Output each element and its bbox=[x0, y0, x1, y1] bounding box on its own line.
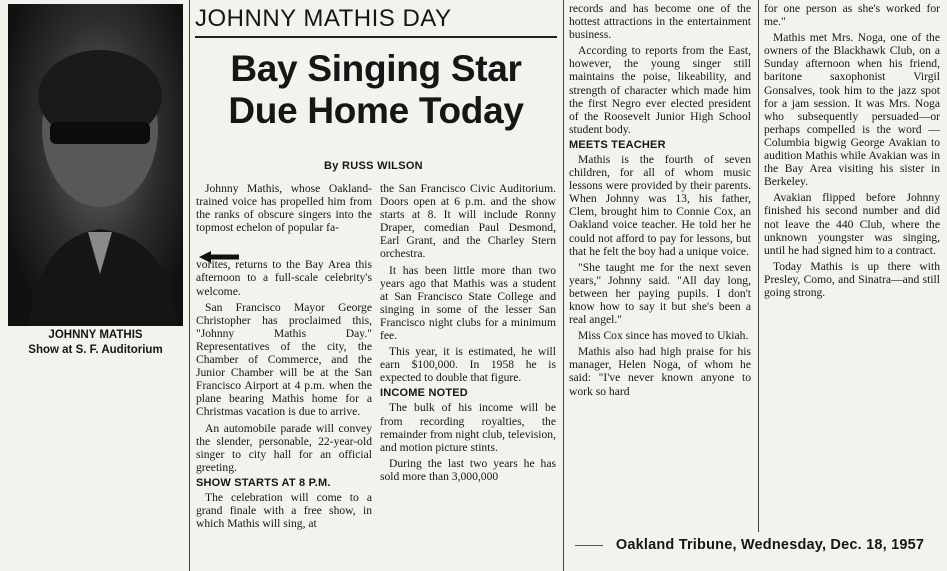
paragraph: The bulk of his income will be from recording royalties, the remainder from night club, television, and motion picture stints. bbox=[380, 401, 556, 454]
paragraph: During the last two years he has sold more than 3,000,000 bbox=[380, 456, 556, 483]
photo-caption bbox=[8, 328, 183, 358]
paragraph: the San Francisco Civic Auditorium. Doors open at 6 p.m. and the show starts at 8. It will include Ronny Draper, comedian Paul Desmond, Earl Grant, and the Charley Stern orchestra. bbox=[380, 182, 556, 261]
paragraph: records and has become one of the hottest attractions in the entertainment business. bbox=[569, 2, 751, 42]
paragraph: Mathis met Mrs. Noga, one of the owners of the Blackhawk Club, on a Sunday afternoon when his friend, baritone saxophonist Virgil Gonsalves, took him to the jazz spot for a jam session. It was Mrs. Noga who subsequently persuaded—or perhaps compelled is the word — Columbia bigwig George Avakian to audition Mathis while Avakian was in the Bay Area visiting his sister in Berkeley. bbox=[764, 31, 940, 189]
subheading: MEETS TEACHER bbox=[569, 138, 666, 151]
paragraph: Avakian flipped before Johnny finished his second number and did not leave the 440 Club, where the unknown youngster was singing, until he had signed him to a contract. bbox=[764, 191, 940, 257]
column-2 bbox=[380, 182, 556, 571]
byline: By RUSS WILSON bbox=[324, 160, 423, 172]
headline-line1: Bay Singing Star bbox=[230, 48, 522, 89]
paragraph: vorites, returns to the Bay Area this afternoon to a full-scale celebrity's welcome. bbox=[196, 258, 372, 298]
subheading: SHOW STARTS AT 8 P.M. bbox=[196, 476, 331, 489]
dateline-rule-left bbox=[575, 545, 603, 546]
headline-line2: Due Home Today bbox=[228, 90, 524, 131]
paragraph: The celebration will come to a grand finale with a free show, in which Mathis will sing, at bbox=[196, 490, 372, 531]
column-rule-3 bbox=[758, 0, 759, 532]
column-rule-2 bbox=[563, 0, 564, 571]
column-rule-1 bbox=[189, 0, 190, 571]
paragraph: An automobile parade will convey the slender, personable, 22-year-old singer to city hall for an official greeting. bbox=[196, 421, 372, 474]
headline bbox=[195, 48, 557, 132]
paragraph: Mathis also had high praise for his manager, Helen Noga, of whom he said: "I've never known anyone to work so hard bbox=[569, 345, 751, 398]
dateline: Oakland Tribune, Wednesday, Dec. 18, 1957 bbox=[615, 537, 925, 553]
kicker-heading: JOHNNY MATHIS DAY bbox=[195, 4, 557, 38]
paragraph: This year, it is estimated, he will earn $100,000. In 1958 he is expected to double that figure. bbox=[380, 345, 556, 385]
paragraph: Miss Cox since has moved to Ukiah. bbox=[578, 329, 749, 343]
paragraph: "She taught me for the next seven years," Johnny said. "All day long, between her paying pupils. I don't know how to say it but she's been a real angel." bbox=[569, 260, 751, 327]
paragraph: According to reports from the East, however, the young singer still maintains the poise, likeability, and strength of character which made him the first Negro ever elected president of the Roosevelt Junior High School student body. bbox=[569, 44, 751, 136]
column-4 bbox=[764, 2, 940, 522]
paragraph: Mathis is the fourth of seven children, for all of whom music lessons were provided by their parents. When Johnny was 13, his father, Clem, brought him to Connie Cox, an Oakland voice teacher. He told her he could not afford to pay for lessons, but that he felt the boy had a unique voice. bbox=[569, 152, 751, 258]
johnny-mathis-photo bbox=[8, 4, 183, 326]
paragraph: San Francisco Mayor George Christopher has proclaimed this, "Johnny Mathis Day." Representatives of the city, the Chamber of Commerce, and the Junior Chamber will be at the San Francisco Airport at 4 p.m. when the plane bearing Mathis home for a Christmas vacation is due to arrive. bbox=[196, 300, 372, 419]
paragraph: Today Mathis is up there with Presley, Como, and Sinatra—and still going strong. bbox=[764, 259, 940, 299]
portrait-silhouette bbox=[8, 4, 183, 326]
left-arrow-icon bbox=[199, 251, 239, 263]
caption-name: JOHNNY MATHIS bbox=[48, 329, 143, 341]
paragraph: Johnny Mathis, whose Oakland-trained voice has propelled him from the ranks of obscure singers into the topmost echelon of popular fa- bbox=[196, 182, 372, 235]
caption-show: Show at S. F. Auditorium bbox=[28, 344, 163, 356]
column-3 bbox=[569, 2, 751, 571]
paragraph: It has been little more than two years ago that Mathis was a student at San Francisco State College and singing in some of the lesser San Francisco night clubs for a minimum fee. bbox=[380, 263, 556, 343]
column-1 bbox=[196, 182, 372, 571]
subheading: INCOME NOTED bbox=[380, 387, 468, 400]
paragraph: for one person as she's worked for me." bbox=[764, 2, 940, 29]
